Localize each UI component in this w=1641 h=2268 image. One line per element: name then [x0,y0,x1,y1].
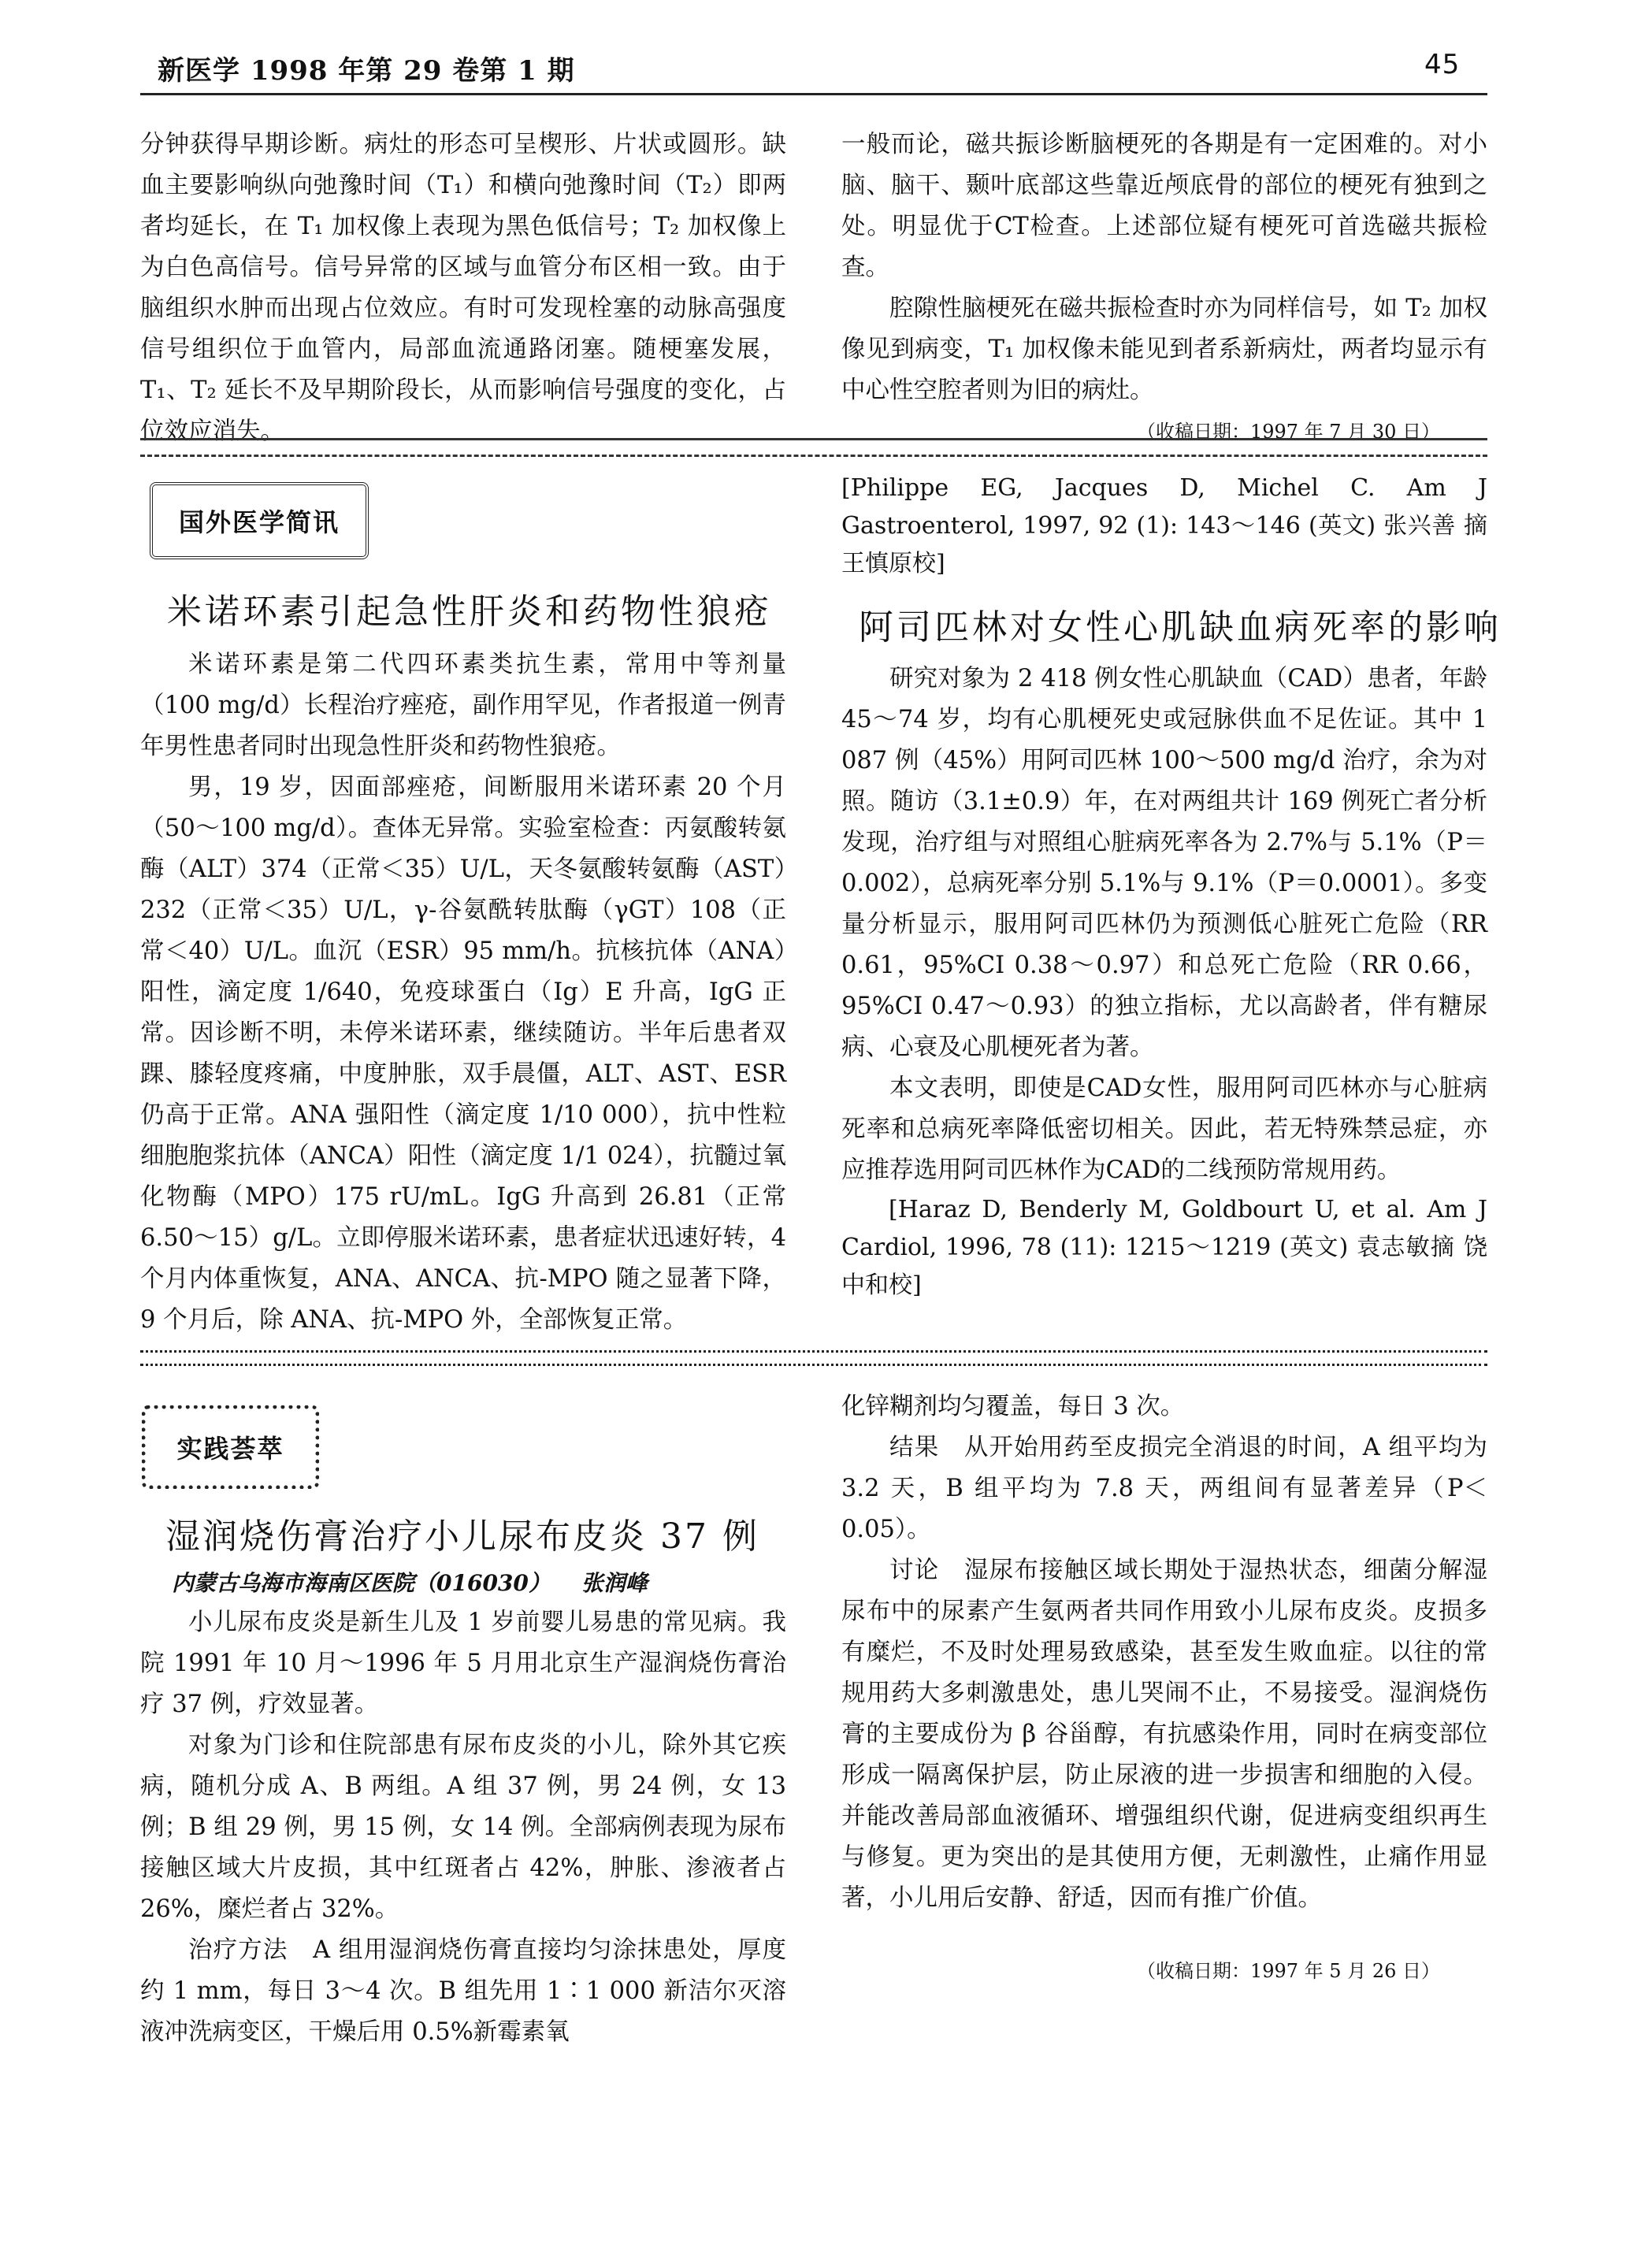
article-title-aspirin: 阿司匹林对女性心肌缺血病死率的影响 [859,607,1502,648]
article-paragraph: 结果 从开始用药至皮损完全消退的时间，A 组平均为 3.2 天，B 组平均为 7.8 天，两组间有显著差异（P＜0.05）。 [841,1434,1487,1543]
section-badge-foreign-news [150,482,369,559]
article-body-diaper-right [841,1386,1487,1991]
article-paragraph: 研究对象为 2 418 例女性心肌缺血（CAD）患者，年龄 45～74 岁，均有心肌梗死史或冠脉供血不足佐证。其中 1 087 例（45%）用阿司匹林 100～500 mg/d 治疗，余为对照。随访（3.1±0.9）年，在对两组共计 169 例死亡者分析发现，治疗组与对照组心脏病死率各为 2.7%与 5.1%（P＝0.002），总病死率分别 5.1%与 9.1%（P＝0.0001）。多变量分析显示，服用阿司匹林仍为预测低心脏死亡危险（RR 0.61，95%CI 0.38～0.97）和总死亡危险（RR 0.66，95%CI 0.47～0.93）的独立指标，尤以高龄者，伴有糖尿病、心衰及心肌梗死者为著。 [841,665,1487,1061]
page-number: 45 [1424,49,1461,80]
article-paragraph: 小儿尿布皮炎是新生儿及 1 岁前婴儿易患的常见病。我院 1991 年 10 月～1996 年 5 月用北京生产湿润烧伤膏治疗 37 例，疗效显著。 [140,1609,786,1718]
article-paragraph: 米诺环素是第二代四环素类抗生素，常用中等剂量（100 mg/d）长程治疗痤疮，副作用罕见，作者报道一例青年男性患者同时出现急性肝炎和药物性狼疮。 [140,651,786,760]
continuation-paragraph-2: 一般而论，磁共振诊断脑梗死的各期是有一定困难的。对小脑、脑干、颞叶底部这些靠近颅底骨的部位的梗死有独到之处。明显优于CT检查。上述部位疑有梗死可首选磁共振检查。 [841,131,1487,281]
article-paragraph: 化锌糊剂均匀覆盖，每日 3 次。 [841,1393,1185,1420]
article-title-minocycline: 米诺环素引起急性肝炎和药物性狼疮 [167,592,772,632]
reference-block-1 [841,470,1487,583]
badge-label: 国外医学简讯 [178,507,340,537]
section-divider-2 [140,1350,1487,1366]
article-title-diaper: 湿润烧伤膏治疗小儿尿布皮炎 37 例 [165,1516,759,1557]
top-left-column [140,124,786,452]
badge-label: 实践荟萃 [176,1434,284,1464]
section-badge-practice [142,1405,319,1489]
received-date: （收稿日期：1997 年 5 月 26 日） [1136,1960,1440,1982]
top-right-column [841,124,1487,452]
reference-citation: [Philippe EG, Jacques D, Michel C. Am J Gastroenterol, 1997, 92 (1): 143～146 (英文) 张兴善 摘 王慎原校] [841,474,1487,577]
continuation-paragraph: 分钟获得早期诊断。病灶的形态可呈楔形、片状或圆形。缺血主要影响纵向弛豫时间（T₁）和横向弛豫时间（T₂）即两者均延长，在 T₁ 加权像上表现为黑色低信号；T₂ 加权像上为白色高信号。信号异常的区域与血管分布区相一致。由于脑组织水肿而出现占位效应。有时可发现栓塞的动脉高强度信号组织位于血管内，局部血流通路闭塞。随梗塞发展，T₁、T₂ 延长不及早期阶段长，从而影响信号强度的变化，占位效应消失。 [140,131,786,445]
article-author: 内蒙古乌海市海南区医院（016030） 张润峰 [172,1570,648,1596]
header-rule [140,93,1487,95]
lacunar-paragraph: 腔隙性脑梗死在磁共振检查时亦为同样信号，如 T₂ 加权像见到病变，T₁ 加权像未能见到者系新病灶，两者均显示有中心性空腔者则为旧的病灶。 [841,295,1487,404]
article-paragraph: 治疗方法 A 组用湿润烧伤膏直接均匀涂抹患处，厚度约 1 mm，每日 3～4 次。B 组先用 1∶1 000 新洁尔灭溶液冲洗病变区，干燥后用 0.5%新霉素氧 [140,1936,786,2046]
journal-header: 新医学 1998 年第 29 卷第 1 期 [158,55,575,87]
article-body-diaper-left [140,1602,786,2053]
article-paragraph: 讨论 湿尿布接触区域长期处于湿热状态，细菌分解湿尿布中的尿素产生氨两者共同作用致小儿尿布皮炎。皮损多有糜烂，不及时处理易致感染，甚至发生败血症。以往的常规用药大多刺激患处，患儿哭闹不止，不易接受。湿润烧伤膏的主要成份为 β 谷甾醇，有抗感染作用，同时在病变部位形成一隔离保护层，防止尿液的进一步损害和细胞的入侵。并能改善局部血液循环、增强组织代谢，促进病变组织再生与修复。更为突出的是其使用方便，无刺激性，止痛作用显著，小儿用后安静、舒适，因而有推广价值。 [841,1557,1487,1912]
section-divider [140,438,1487,457]
article-paragraph: 本文表明，即使是CAD女性，服用阿司匹林亦与心脏病死率和总病死率降低密切相关。因此，若无特殊禁忌症，亦应推荐选用阿司匹林作为CAD的二线预防常规用药。 [841,1075,1487,1184]
reference-citation: [Haraz D, Benderly M, Goldbourt U, et al. Am J Cardiol, 1996, 78 (11): 1215～1219 (英文) 袁志敏摘 饶中和校] [841,1196,1487,1299]
article-body-aspirin [841,659,1487,1305]
article-paragraph: 男，19 岁，因面部痤疮，间断服用米诺环素 20 个月（50～100 mg/d）。查体无异常。实验室检查：丙氨酸转氨酶（ALT）374（正常＜35）U/L，天冬氨酸转氨酶（AST）232（正常＜35）U/L，γ-谷氨酰转肽酶（γGT）108（正常＜40）U/L。血沉（ESR）95 mm/h。抗核抗体（ANA）阳性，滴定度 1/640，免疫球蛋白（Ig）E 升高，IgG 正常。因诊断不明，未停米诺环素，继续随访。半年后患者双踝、膝轻度疼痛，中度肿胀，双手晨僵，ALT、AST、ESR 仍高于正常。ANA 强阳性（滴定度 1/10 000），抗中性粒细胞胞浆抗体（ANCA）阳性（滴定度 1/1 024），抗髓过氧化物酶（MPO）175 rU/mL。IgG 升高到 26.81（正常 6.50～15）g/L。立即停服米诺环素，患者症状迅速好转，4 个月内体重恢复，ANA、ANCA、抗-MPO 随之显著下降，9 个月后，除 ANA、抗-MPO 外，全部恢复正常。 [140,774,786,1334]
article-paragraph: 对象为门诊和住院部患有尿布皮炎的小儿，除外其它疾病，随机分成 A、B 两组。A 组 37 例，男 24 例，女 13 例；B 组 29 例，男 15 例，女 14 例。全部病例表现为尿布接触区域大片皮损，其中红斑者占 42%，肿胀、渗液者占 26%，糜烂者占 32%。 [140,1732,786,1923]
article-body-minocycline [140,644,786,1341]
received-date: （收稿日期：1997 年 7 月 30 日） [1136,421,1440,443]
